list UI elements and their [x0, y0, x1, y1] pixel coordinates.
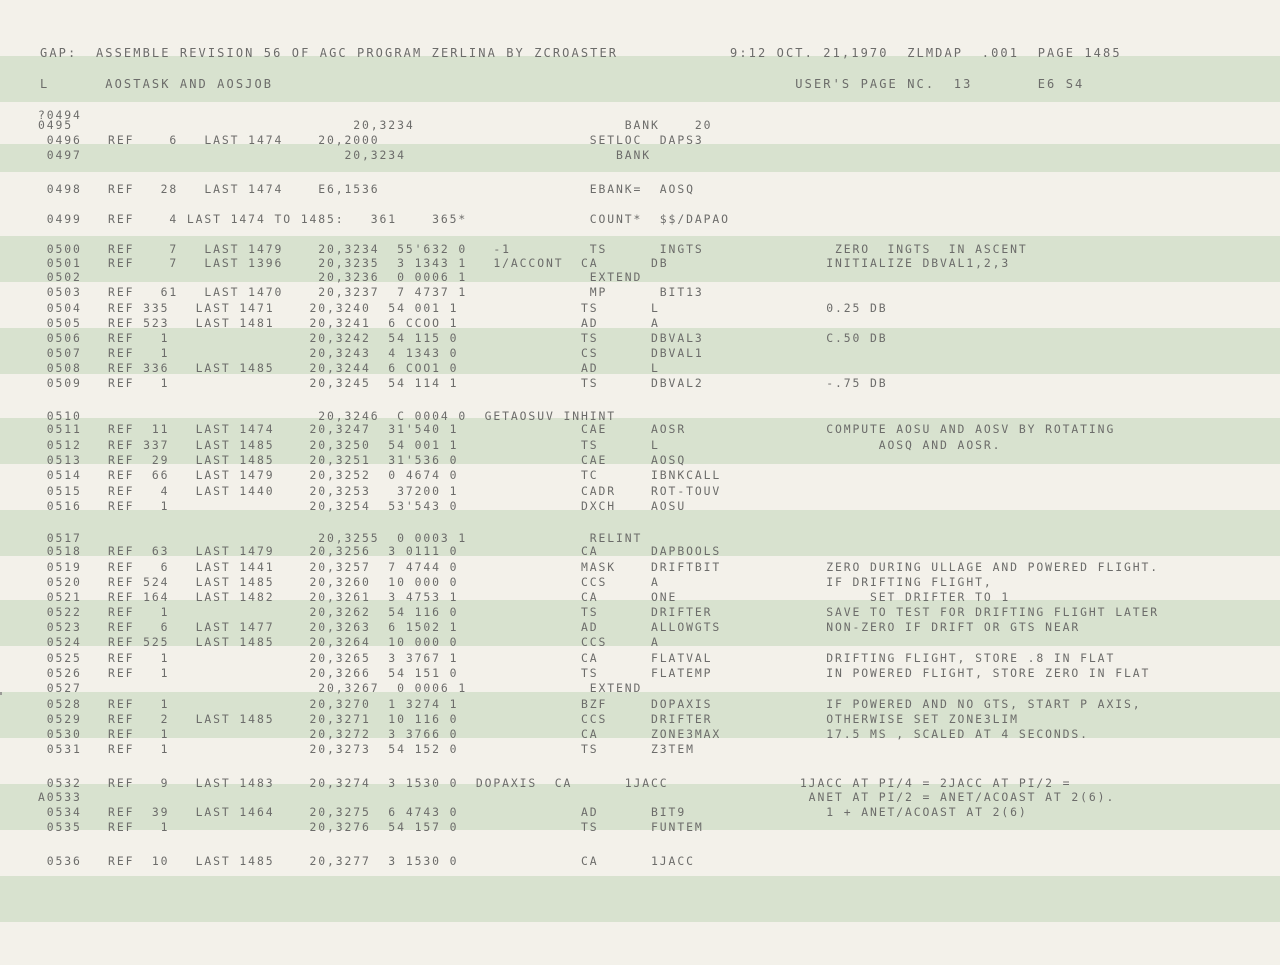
page-subheader-line: L AOSTASK AND AOSJOB USER'S PAGE NC. 13 E6 S4 [40, 77, 1085, 91]
listing-line: 0498 REF 28 LAST 1474 E6,1536 EBANK= AOSQ [38, 182, 695, 196]
listing-line: 0502 20,3236 0 0006 1 EXTEND [38, 270, 643, 284]
listing-line: 0512 REF 337 LAST 1485 20,3250 54 001 1 TS L AOSQ AND AOSR. [38, 438, 1002, 452]
listing-line: 0495 20,3234 BANK 20 [38, 118, 713, 132]
listing-line: 0499 REF 4 LAST 1474 TO 1485: 361 365* COUNT* $$/DAPAO [38, 212, 730, 226]
listing-line: 0507 REF 1 20,3243 4 1343 0 CS DBVAL1 [38, 346, 704, 360]
listing-line: 0505 REF 523 LAST 1481 20,3241 6 CCOO 1 AD A [38, 316, 660, 330]
listing-line: 0511 REF 11 LAST 1474 20,3247 31'540 1 CAE AOSR COMPUTE AOSU AND AOSV BY ROTATING [38, 422, 1116, 436]
listing-line: 0497 20,3234 BANK [38, 148, 652, 162]
listing-line: 0508 REF 336 LAST 1485 20,3244 6 COO1 0 AD L [38, 361, 660, 375]
listing-line: ?0494 [38, 108, 82, 122]
listing-line: 0496 REF 6 LAST 1474 20,2000 SETLOC DAPS3 [38, 133, 704, 147]
listing-line: 0519 REF 6 LAST 1441 20,3257 7 4744 0 MASK DRIFTBIT ZERO DURING ULLAGE AND POWERED FLIGHT. [38, 560, 1159, 574]
listing-line: 0526 REF 1 20,3266 54 151 0 TS FLATEMP IN POWERED FLIGHT, STORE ZERO IN FLAT [38, 666, 1151, 680]
listing-line: 0535 REF 1 20,3276 54 157 0 TS FUNTEM [38, 820, 704, 834]
listing-line: 0532 REF 9 LAST 1483 20,3274 3 1530 0 DOPAXIS CA 1JACC 1JACC AT PI/4 = 2JACC AT PI/2 = [38, 776, 1072, 790]
listing-line: 0518 REF 63 LAST 1479 20,3256 3 0111 0 CA DAPBOOLS [38, 544, 722, 558]
listing-line: 0534 REF 39 LAST 1464 20,3275 6 4743 0 AD BIT9 1 + ANET/ACOAST AT 2(6) [38, 805, 1028, 819]
listing-line: 0515 REF 4 LAST 1440 20,3253 37200 1 CADR ROT-TOUV [38, 484, 722, 498]
listing-line: 0504 REF 335 LAST 1471 20,3240 54 001 1 TS L 0.25 DB [38, 301, 888, 315]
listing-line: 0531 REF 1 20,3273 54 152 0 TS Z3TEM [38, 742, 695, 756]
listing-line: 0514 REF 66 LAST 1479 20,3252 0 4674 0 TC IBNKCALL [38, 468, 722, 482]
listing-line: 0503 REF 61 LAST 1470 20,3237 7 4737 1 MP BIT13 [38, 285, 704, 299]
listing-line: 0528 REF 1 20,3270 1 3274 1 BZF DOPAXIS IF POWERED AND NO GTS, START P AXIS, [38, 697, 1142, 711]
listing-line: 0513 REF 29 LAST 1485 20,3251 31'536 0 CAE AOSQ [38, 453, 687, 467]
listing-line: 0536 REF 10 LAST 1485 20,3277 3 1530 0 CA 1JACC [38, 854, 695, 868]
listing-line: 0520 REF 524 LAST 1485 20,3260 10 000 0 CCS A IF DRIFTING FLIGHT, [38, 575, 993, 589]
listing-line: 0530 REF 1 20,3272 3 3766 0 CA ZONE3MAX 17.5 MS , SCALED AT 4 SECONDS. [38, 727, 1089, 741]
listing-line: 0525 REF 1 20,3265 3 3767 1 CA FLATVAL DRIFTING FLIGHT, STORE .8 IN FLAT [38, 651, 1116, 665]
listing-line: 0506 REF 1 20,3242 54 115 0 TS DBVAL3 C.50 DB [38, 331, 888, 345]
listing-line: 0521 REF 164 LAST 1482 20,3261 3 4753 1 CA ONE SET DRIFTER TO 1 [38, 590, 1011, 604]
listing-line: 0527 20,3267 0 0006 1 EXTEND [38, 681, 643, 695]
listing-line: 0517 20,3255 0 0003 1 RELINT [38, 531, 643, 545]
listing-line: 0509 REF 1 20,3245 54 114 1 TS DBVAL2 -.75 DB [38, 376, 888, 390]
listing-line: 0516 REF 1 20,3254 53'543 0 DXCH AOSU [38, 499, 687, 513]
listing-line: 0501 REF 7 LAST 1396 20,3235 3 1343 1 1/ACCONT CA DB INITIALIZE DBVAL1,2,3 [38, 256, 1011, 270]
listing-line: 0500 REF 7 LAST 1479 20,3234 55'632 0 -1 TS INGTS ZERO INGTS IN ASCENT [38, 242, 1028, 256]
listing-line: 0524 REF 525 LAST 1485 20,3264 10 000 0 CCS A [38, 635, 660, 649]
listing-line: 0523 REF 6 LAST 1477 20,3263 6 1502 1 AD ALLOWGTS NON-ZERO IF DRIFT OR GTS NEAR [38, 620, 1081, 634]
page-header-line: GAP: ASSEMBLE REVISION 56 OF AGC PROGRAM ZERLINA BY ZCROASTER 9:12 OCT. 21,1970 ZLMDAP .001 PAGE 1485 [40, 46, 1122, 60]
listing-line: A0533 ANET AT PI/2 = ANET/ACOAST AT 2(6). [38, 790, 1116, 804]
listing-line: 0529 REF 2 LAST 1485 20,3271 10 116 0 CCS DRIFTER OTHERWISE SET ZONE3LIM [38, 712, 1019, 726]
listing-line: 0522 REF 1 20,3262 54 116 0 TS DRIFTER SAVE TO TEST FOR DRIFTING FLIGHT LATER [38, 605, 1159, 619]
listing-line: 0510 20,3246 C 0004 0 GETAOSUV INHINT [38, 409, 617, 423]
